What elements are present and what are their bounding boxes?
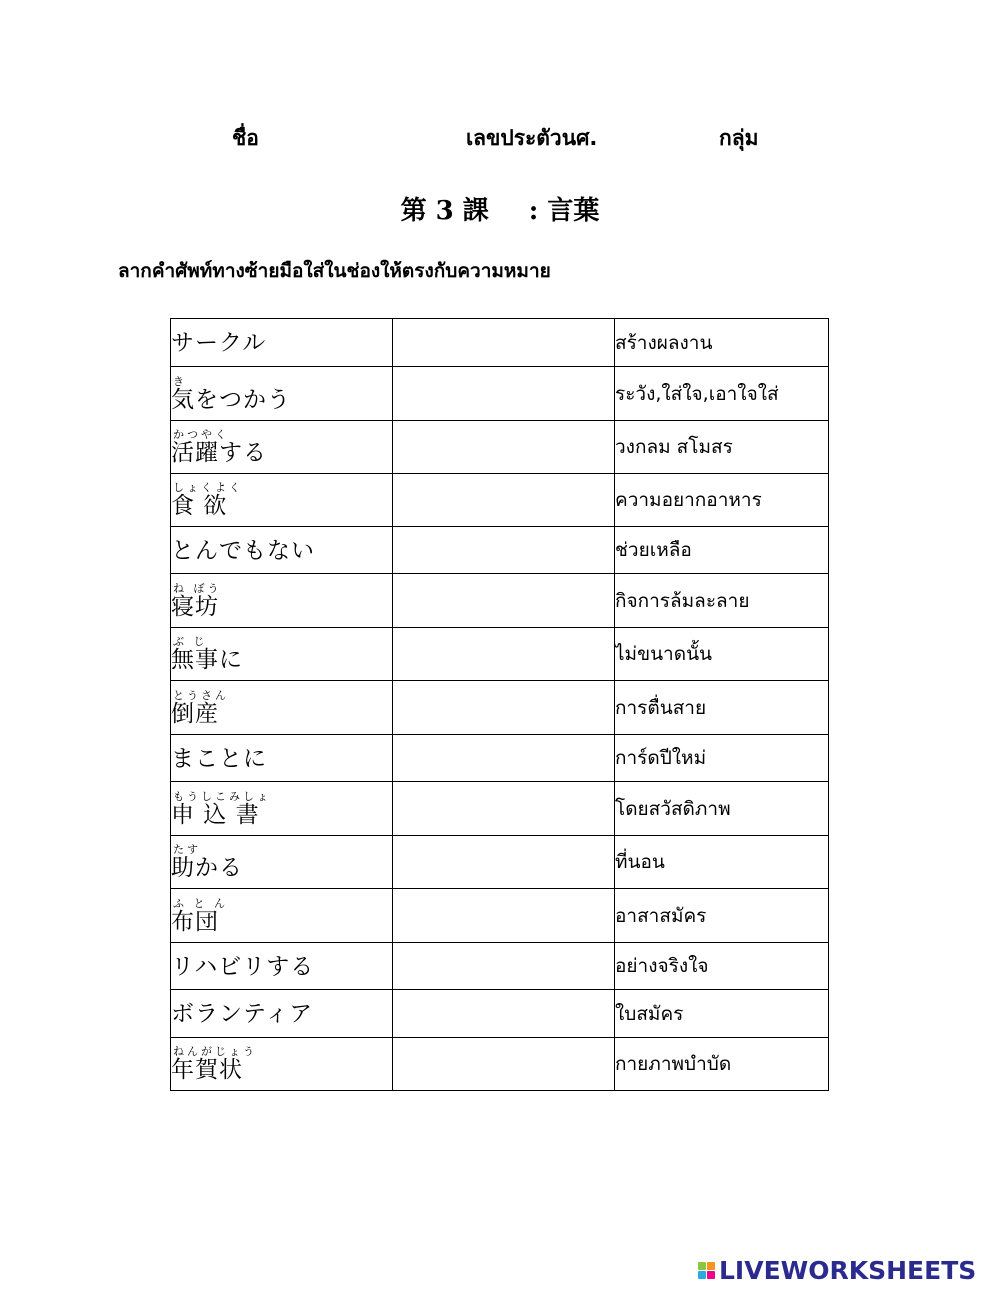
answer-drop-slot[interactable]	[393, 1038, 615, 1091]
answer-drop-slot[interactable]	[393, 990, 615, 1038]
furigana-reading: ふ と ん	[173, 896, 228, 910]
vocab-word-cell[interactable]	[171, 574, 393, 628]
vocab-word-cell[interactable]	[171, 319, 393, 367]
logo-square	[698, 1262, 706, 1270]
vocab-row	[171, 628, 829, 681]
answer-drop-slot[interactable]	[393, 681, 615, 735]
lesson-title	[0, 190, 1000, 227]
answer-drop-slot[interactable]	[393, 782, 615, 836]
answer-drop-slot[interactable]	[393, 319, 615, 367]
vocab-row	[171, 574, 829, 628]
vocab-word[interactable]: ボランティア	[171, 1001, 314, 1027]
vocab-word[interactable]: とんでもない	[171, 537, 315, 564]
vocab-row	[171, 836, 829, 889]
vocab-word[interactable]: 無事に	[171, 647, 243, 673]
answer-drop-slot[interactable]	[393, 527, 615, 574]
vocab-word[interactable]: リハビリする	[171, 953, 315, 980]
vocab-word-cell[interactable]	[171, 474, 393, 527]
meaning-cell: กิจการล้มละลาย	[615, 574, 829, 628]
vocab-word-cell[interactable]	[171, 421, 393, 474]
meaning-cell: ระวัง,ใส่ใจ,เอาใจใส่	[615, 367, 829, 421]
logo-square	[707, 1271, 715, 1279]
answer-drop-slot[interactable]	[393, 367, 615, 421]
furigana-reading: ねんがじょう	[173, 1045, 257, 1058]
meaning-cell: สร้างผลงาน	[615, 319, 829, 367]
answer-drop-slot[interactable]	[393, 943, 615, 990]
answer-drop-slot[interactable]	[393, 735, 615, 782]
answer-drop-slot[interactable]	[393, 628, 615, 681]
furigana-reading: ね ぼう	[173, 581, 222, 595]
answer-drop-slot[interactable]	[393, 889, 615, 943]
answer-drop-slot[interactable]	[393, 836, 615, 889]
brand-text: LIVEWORKSHEETS	[719, 1255, 977, 1285]
logo-square	[707, 1262, 715, 1270]
vocab-row	[171, 474, 829, 527]
vocab-row	[171, 735, 829, 782]
vocab-row	[171, 527, 829, 574]
vocab-word-cell[interactable]	[171, 527, 393, 574]
answer-drop-slot[interactable]	[393, 474, 615, 527]
answer-drop-slot[interactable]	[393, 574, 615, 628]
vocab-row	[171, 889, 829, 943]
meaning-cell: ที่นอน	[615, 836, 829, 889]
liveworksheets-brand	[698, 1256, 976, 1284]
vocab-row	[171, 782, 829, 836]
vocab-word-cell[interactable]	[171, 990, 393, 1038]
vocab-word-cell[interactable]	[171, 681, 393, 735]
meaning-cell: การ์ดปีใหม่	[615, 735, 829, 782]
meaning-cell: อาสาสมัคร	[615, 889, 829, 943]
vocab-word[interactable]: 気をつかう	[171, 386, 291, 413]
group-label: กลุ่ม	[719, 126, 759, 150]
name-label: ชื่อ	[232, 126, 259, 150]
vocab-word[interactable]: サークル	[171, 330, 267, 356]
vocab-word[interactable]: 倒産	[171, 700, 219, 727]
vocab-row	[171, 421, 829, 474]
vocab-word-cell[interactable]	[171, 735, 393, 782]
vocab-row	[171, 319, 829, 367]
instruction-text: ลากคำศัพท์ทางซ้ายมือใส่ในช่องให้ตรงกับความหมาย	[118, 260, 551, 282]
furigana-reading: かつやく	[173, 428, 229, 441]
vocab-word[interactable]: 食 欲	[171, 493, 228, 519]
meaning-cell: วงกลม สโมสร	[615, 421, 829, 474]
meaning-cell: กายภาพบำบัด	[615, 1038, 829, 1091]
vocab-row	[171, 1038, 829, 1091]
vocab-word[interactable]: 助かる	[171, 855, 243, 881]
furigana-reading: とうさん	[173, 688, 229, 702]
furigana-reading: しょくよく	[173, 481, 243, 494]
furigana-reading: たす	[173, 843, 201, 856]
vocab-row	[171, 943, 829, 990]
meaning-cell: โดยสวัสดิภาพ	[615, 782, 829, 836]
lesson-topic: : 言葉	[528, 196, 600, 226]
meaning-cell: ไม่ขนาดนั้น	[615, 628, 829, 681]
furigana-reading: ぶ じ	[173, 635, 208, 648]
vocab-word[interactable]: 年賀状	[171, 1057, 243, 1083]
meaning-cell: ช่วยเหลือ	[615, 527, 829, 574]
liveworksheets-logo-icon	[698, 1262, 715, 1279]
vocab-word-cell[interactable]	[171, 782, 393, 836]
meaning-cell: อย่างจริงใจ	[615, 943, 829, 990]
vocab-row	[171, 681, 829, 735]
vocab-word-cell[interactable]	[171, 367, 393, 421]
vocab-word[interactable]: まことに	[171, 745, 267, 772]
vocab-word-cell[interactable]	[171, 943, 393, 990]
vocab-row	[171, 367, 829, 421]
meaning-cell: การตื่นสาย	[615, 681, 829, 735]
answer-drop-slot[interactable]	[393, 421, 615, 474]
vocab-word-cell[interactable]	[171, 889, 393, 943]
vocab-word-cell[interactable]	[171, 1038, 393, 1091]
furigana-reading: もうしこみしょ	[173, 789, 271, 803]
vocab-word[interactable]: 活躍する	[171, 440, 267, 466]
vocab-word[interactable]: 寝坊	[171, 593, 219, 620]
vocabulary-table	[170, 318, 829, 1091]
lesson-number: 第 3 課	[400, 196, 489, 226]
meaning-cell: ความอยากอาหาร	[615, 474, 829, 527]
logo-square	[698, 1271, 706, 1279]
vocab-word-cell[interactable]	[171, 836, 393, 889]
student-id-label: เลขประตัวนศ.	[466, 126, 598, 150]
vocab-word[interactable]: 申 込 書	[171, 801, 260, 828]
meaning-cell: ใบสมัคร	[615, 990, 829, 1038]
vocab-word[interactable]: 布団	[171, 908, 219, 935]
furigana-reading: き	[173, 374, 187, 388]
vocab-word-cell[interactable]	[171, 628, 393, 681]
vocab-row	[171, 990, 829, 1038]
